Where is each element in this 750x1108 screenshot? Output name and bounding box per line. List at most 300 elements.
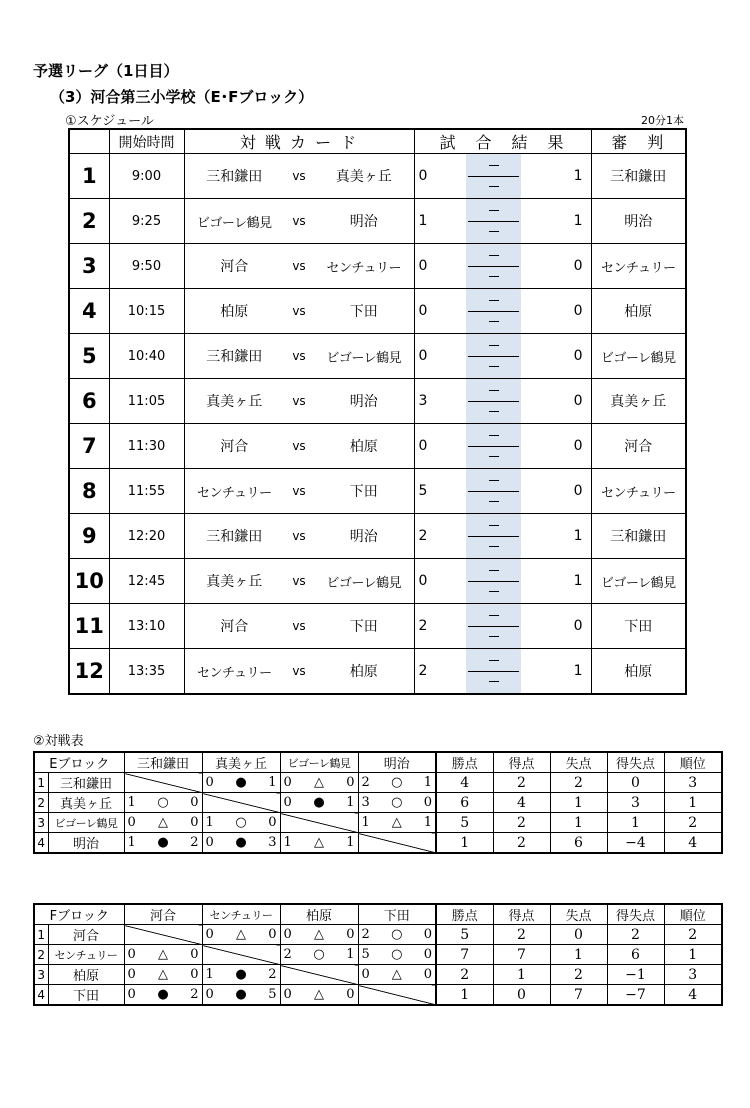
goals-against: 0 (268, 815, 277, 830)
block-label: Eブロック (34, 752, 124, 773)
self-match-cell (358, 833, 436, 854)
schedule-row (69, 334, 686, 379)
self-match-cell (280, 813, 358, 833)
result-mark: ○ (313, 947, 325, 962)
stat-value: 1 (436, 833, 493, 854)
schedule-row (69, 199, 686, 244)
result-mark: ○ (235, 815, 247, 830)
goals-for: 0 (205, 927, 214, 942)
result-mark: ● (157, 987, 169, 1002)
result-mark: ○ (391, 947, 403, 962)
goals-for: 1 (127, 835, 136, 850)
away-score: 1 (521, 559, 591, 604)
stat-value: 4 (664, 833, 722, 854)
referee: 柏原 (591, 649, 686, 695)
result-mark: △ (314, 987, 324, 1002)
stat-value: 2 (664, 813, 722, 833)
match-number: 10 (69, 559, 109, 604)
team-column-header: 真美ヶ丘 (202, 752, 280, 773)
goals-against: 0 (190, 967, 199, 982)
stat-value: 6 (607, 945, 664, 965)
score-separator (466, 289, 521, 334)
vs-label: vs (284, 379, 314, 424)
vs-label: vs (284, 424, 314, 469)
result-mark: △ (391, 967, 402, 982)
stat-value: 6 (550, 833, 607, 854)
goals-for: 0 (205, 987, 214, 1002)
stat-value: 4 (493, 793, 550, 813)
score-separator (466, 154, 521, 199)
result-mark: △ (158, 815, 168, 830)
home-team: 河合 (184, 604, 284, 649)
goals-for: 0 (127, 987, 136, 1002)
home-score: 3 (414, 379, 466, 424)
standings-row (34, 773, 722, 793)
goals-against: 0 (190, 815, 199, 830)
goals-against: 1 (268, 775, 277, 790)
team-index: 4 (34, 833, 48, 854)
stat-value: 1 (607, 813, 664, 833)
away-team: 明治 (314, 199, 414, 244)
goals-against: 1 (346, 947, 355, 962)
self-match-cell (124, 773, 202, 793)
referee: 河合 (591, 424, 686, 469)
schedule-label: ①スケジュール (65, 114, 154, 129)
score-separator (466, 334, 521, 379)
match-result-cell (280, 925, 358, 945)
match-number: 7 (69, 424, 109, 469)
away-team: 真美ヶ丘 (314, 154, 414, 199)
goals-for: 0 (283, 987, 292, 1002)
away-team: 柏原 (314, 424, 414, 469)
stat-value: 3 (607, 793, 664, 813)
start-time: 9:25 (109, 199, 184, 244)
result-mark: ○ (391, 927, 403, 942)
home-score: 0 (414, 559, 466, 604)
match-result-cell (124, 945, 202, 965)
goals-against: 0 (423, 947, 432, 962)
match-result-cell (280, 833, 358, 854)
schedule-row (69, 424, 686, 469)
team-index: 1 (34, 925, 48, 945)
vs-label: vs (284, 154, 314, 199)
away-team: 下田 (314, 289, 414, 334)
score-separator (466, 199, 521, 244)
away-team: 下田 (314, 469, 414, 514)
goals-for: 2 (361, 775, 370, 790)
match-result-cell (124, 965, 202, 985)
stat-value: 1 (664, 793, 722, 813)
stat-value: 7 (550, 985, 607, 1006)
away-score: 0 (521, 379, 591, 424)
team-index: 2 (34, 793, 48, 813)
away-team: ビゴーレ鶴見 (314, 559, 414, 604)
score-separator (466, 244, 521, 289)
goals-against: 2 (268, 967, 277, 982)
standings-label: ②対戦表 (33, 734, 84, 749)
goals-for: 0 (205, 775, 214, 790)
away-score: 0 (521, 244, 591, 289)
goals-for: 0 (127, 947, 136, 962)
stat-value: 2 (493, 813, 550, 833)
team-index: 3 (34, 813, 48, 833)
match-result-cell (280, 773, 358, 793)
schedule-header-row (69, 129, 686, 154)
goals-for: 1 (127, 795, 136, 810)
goals-for: 0 (283, 795, 292, 810)
self-match-cell (124, 925, 202, 945)
goals-for: 0 (283, 775, 292, 790)
home-score: 1 (414, 199, 466, 244)
score-separator (466, 514, 521, 559)
match-number: 6 (69, 379, 109, 424)
home-score: 0 (414, 154, 466, 199)
standings-row (34, 945, 722, 965)
team-name: 三和鎌田 (48, 773, 124, 793)
standings-row (34, 813, 722, 833)
score-separator (466, 649, 521, 695)
goals-against: 0 (268, 927, 277, 942)
result-mark: △ (314, 775, 324, 790)
vs-label: vs (284, 559, 314, 604)
standings-row (34, 833, 722, 854)
match-number: 5 (69, 334, 109, 379)
away-score: 0 (521, 604, 591, 649)
stat-header: 勝点 (436, 752, 493, 773)
stat-header: 失点 (550, 752, 607, 773)
result-mark: △ (236, 927, 246, 942)
match-number: 8 (69, 469, 109, 514)
goals-for: 0 (205, 835, 214, 850)
goals-against: 0 (346, 775, 355, 790)
goals-for: 0 (283, 927, 292, 942)
result-mark: ● (235, 775, 247, 790)
goals-against: 0 (190, 795, 199, 810)
standings-header-row (34, 752, 722, 773)
home-team: センチュリー (184, 469, 284, 514)
start-time: 11:55 (109, 469, 184, 514)
home-score: 2 (414, 514, 466, 559)
stat-header: 失点 (550, 904, 607, 925)
stat-value: −4 (607, 833, 664, 854)
goals-for: 3 (361, 795, 370, 810)
stat-header: 得失点 (607, 752, 664, 773)
score-separator (466, 559, 521, 604)
result-mark: △ (314, 835, 324, 850)
schedule-row (69, 379, 686, 424)
stat-value: 0 (607, 773, 664, 793)
referee: ビゴーレ鶴見 (591, 559, 686, 604)
schedule-row (69, 469, 686, 514)
header-start-time: 開始時間 (109, 129, 184, 154)
away-team: 下田 (314, 604, 414, 649)
away-team: 明治 (314, 379, 414, 424)
goals-for: 5 (361, 947, 370, 962)
goals-against: 5 (268, 987, 277, 1002)
start-time: 9:00 (109, 154, 184, 199)
referee: 明治 (591, 199, 686, 244)
standings-header-row (34, 904, 722, 925)
goals-against: 2 (190, 835, 199, 850)
goals-for: 1 (205, 967, 214, 982)
goals-against: 0 (423, 967, 432, 982)
start-time: 11:30 (109, 424, 184, 469)
team-column-header: 下田 (358, 904, 436, 925)
header-match-card: 対 戦 カ ー ド (184, 129, 414, 154)
block-f-table (33, 903, 723, 1006)
start-time: 9:50 (109, 244, 184, 289)
match-result-cell (202, 925, 280, 945)
result-mark: △ (314, 927, 324, 942)
stat-value: 5 (436, 925, 493, 945)
stat-value: 2 (607, 925, 664, 945)
stat-header: 得点 (493, 904, 550, 925)
stat-value: 4 (664, 985, 722, 1006)
goals-against: 2 (190, 987, 199, 1002)
goals-against: 0 (346, 927, 355, 942)
stat-value: 3 (664, 965, 722, 985)
team-column-header: ビゴーレ鶴見 (280, 752, 358, 773)
schedule-row (69, 559, 686, 604)
team-name: 河合 (48, 925, 124, 945)
referee: 柏原 (591, 289, 686, 334)
away-score: 0 (521, 334, 591, 379)
vs-label: vs (284, 199, 314, 244)
score-separator (466, 379, 521, 424)
match-result-cell (124, 813, 202, 833)
vs-label: vs (284, 649, 314, 695)
stat-value: 0 (493, 985, 550, 1006)
match-result-cell (202, 813, 280, 833)
stat-value: 1 (493, 965, 550, 985)
referee: ビゴーレ鶴見 (591, 334, 686, 379)
home-score: 0 (414, 244, 466, 289)
score-separator (466, 424, 521, 469)
schedule-row (69, 244, 686, 289)
team-name: ビゴーレ鶴見 (48, 813, 124, 833)
match-length-note: 20分1本 (641, 114, 684, 127)
away-team: ビゴーレ鶴見 (314, 334, 414, 379)
stat-header: 得点 (493, 752, 550, 773)
goals-for: 1 (283, 835, 292, 850)
goals-against: 3 (268, 835, 277, 850)
vs-label: vs (284, 334, 314, 379)
match-number: 2 (69, 199, 109, 244)
team-name: 下田 (48, 985, 124, 1006)
stat-header: 順位 (664, 752, 722, 773)
start-time: 10:15 (109, 289, 184, 334)
match-result-cell (124, 985, 202, 1006)
referee: センチュリー (591, 469, 686, 514)
match-result-cell (202, 773, 280, 793)
header-no (69, 129, 109, 154)
goals-for: 2 (283, 947, 292, 962)
match-result-cell (358, 773, 436, 793)
referee: 真美ヶ丘 (591, 379, 686, 424)
match-result-cell (358, 965, 436, 985)
result-mark: ○ (391, 775, 403, 790)
stat-value: 1 (550, 945, 607, 965)
stat-header: 順位 (664, 904, 722, 925)
goals-for: 2 (361, 927, 370, 942)
stat-value: 1 (436, 985, 493, 1006)
match-result-cell (358, 813, 436, 833)
team-column-header: 柏原 (280, 904, 358, 925)
home-team: 真美ヶ丘 (184, 379, 284, 424)
result-mark: △ (158, 947, 168, 962)
stat-value: 2 (664, 925, 722, 945)
home-score: 0 (414, 289, 466, 334)
vs-label: vs (284, 244, 314, 289)
schedule-row (69, 649, 686, 695)
home-score: 0 (414, 424, 466, 469)
schedule-row (69, 154, 686, 199)
match-result-cell (124, 793, 202, 813)
stat-value: 6 (436, 793, 493, 813)
away-score: 1 (521, 199, 591, 244)
goals-against: 0 (190, 947, 199, 962)
header-referee: 審 判 (591, 129, 686, 154)
home-score: 2 (414, 604, 466, 649)
home-team: 河合 (184, 244, 284, 289)
away-score: 1 (521, 649, 591, 695)
start-time: 12:45 (109, 559, 184, 604)
schedule-row (69, 514, 686, 559)
stat-value: 2 (493, 833, 550, 854)
home-team: 河合 (184, 424, 284, 469)
stat-value: 2 (493, 925, 550, 945)
result-mark: △ (158, 967, 168, 982)
score-separator (466, 469, 521, 514)
schedule-row (69, 289, 686, 334)
team-name: 真美ヶ丘 (48, 793, 124, 813)
home-score: 5 (414, 469, 466, 514)
result-mark: ○ (157, 795, 169, 810)
goals-for: 0 (361, 967, 370, 982)
start-time: 10:40 (109, 334, 184, 379)
stat-value: 1 (664, 945, 722, 965)
block-label: Fブロック (34, 904, 124, 925)
team-index: 1 (34, 773, 48, 793)
stat-header: 勝点 (436, 904, 493, 925)
goals-against: 0 (423, 927, 432, 942)
result-mark: ○ (391, 795, 403, 810)
stat-value: 5 (436, 813, 493, 833)
vs-label: vs (284, 604, 314, 649)
stat-value: 2 (550, 773, 607, 793)
home-team: ビゴーレ鶴見 (184, 199, 284, 244)
goals-against: 1 (423, 775, 432, 790)
goals-for: 1 (205, 815, 214, 830)
match-number: 12 (69, 649, 109, 695)
result-mark: ● (235, 987, 247, 1002)
goals-against: 0 (423, 795, 432, 810)
start-time: 11:05 (109, 379, 184, 424)
result-mark: ● (157, 835, 169, 850)
away-score: 1 (521, 514, 591, 559)
stat-value: −7 (607, 985, 664, 1006)
team-column-header: 三和鎌田 (124, 752, 202, 773)
self-match-cell (202, 945, 280, 965)
home-team: 真美ヶ丘 (184, 559, 284, 604)
referee: 三和鎌田 (591, 154, 686, 199)
stat-value: 1 (550, 813, 607, 833)
result-mark: ● (235, 967, 247, 982)
stat-value: −1 (607, 965, 664, 985)
start-time: 13:10 (109, 604, 184, 649)
team-name: 明治 (48, 833, 124, 854)
score-separator (466, 604, 521, 649)
schedule-row (69, 604, 686, 649)
goals-against: 1 (346, 835, 355, 850)
goals-against: 1 (423, 815, 432, 830)
goals-for: 0 (127, 967, 136, 982)
stat-value: 7 (493, 945, 550, 965)
team-column-header: 明治 (358, 752, 436, 773)
referee: 下田 (591, 604, 686, 649)
start-time: 13:35 (109, 649, 184, 695)
home-team: センチュリー (184, 649, 284, 695)
match-result-cell (358, 793, 436, 813)
stat-value: 2 (493, 773, 550, 793)
self-match-cell (280, 965, 358, 985)
match-result-cell (358, 925, 436, 945)
goals-against: 0 (346, 987, 355, 1002)
goals-for: 1 (361, 815, 370, 830)
home-score: 0 (414, 334, 466, 379)
team-name: センチュリー (48, 945, 124, 965)
match-number: 1 (69, 154, 109, 199)
home-team: 三和鎌田 (184, 334, 284, 379)
away-team: センチュリー (314, 244, 414, 289)
result-mark: ● (235, 835, 247, 850)
vs-label: vs (284, 469, 314, 514)
header-result: 試 合 結 果 (414, 129, 591, 154)
home-team: 柏原 (184, 289, 284, 334)
standings-row (34, 925, 722, 945)
home-score: 2 (414, 649, 466, 695)
match-result-cell (280, 985, 358, 1006)
schedule-table (68, 128, 687, 695)
result-mark: △ (391, 815, 402, 830)
vs-label: vs (284, 289, 314, 334)
stat-value: 2 (550, 965, 607, 985)
stat-value: 0 (550, 925, 607, 945)
match-number: 3 (69, 244, 109, 289)
away-score: 0 (521, 424, 591, 469)
stat-header: 得失点 (607, 904, 664, 925)
standings-row (34, 793, 722, 813)
team-column-header: 河合 (124, 904, 202, 925)
match-result-cell (202, 965, 280, 985)
home-team: 三和鎌田 (184, 154, 284, 199)
away-score: 1 (521, 154, 591, 199)
stat-value: 4 (436, 773, 493, 793)
match-result-cell (280, 793, 358, 813)
match-result-cell (202, 985, 280, 1006)
stat-value: 7 (436, 945, 493, 965)
away-team: 明治 (314, 514, 414, 559)
match-number: 11 (69, 604, 109, 649)
vs-label: vs (284, 514, 314, 559)
start-time: 12:20 (109, 514, 184, 559)
stat-value: 1 (550, 793, 607, 813)
page-title: 予選リーグ（1日目） (33, 62, 179, 80)
away-score: 0 (521, 469, 591, 514)
match-number: 9 (69, 514, 109, 559)
goals-for: 0 (127, 815, 136, 830)
match-result-cell (124, 833, 202, 854)
